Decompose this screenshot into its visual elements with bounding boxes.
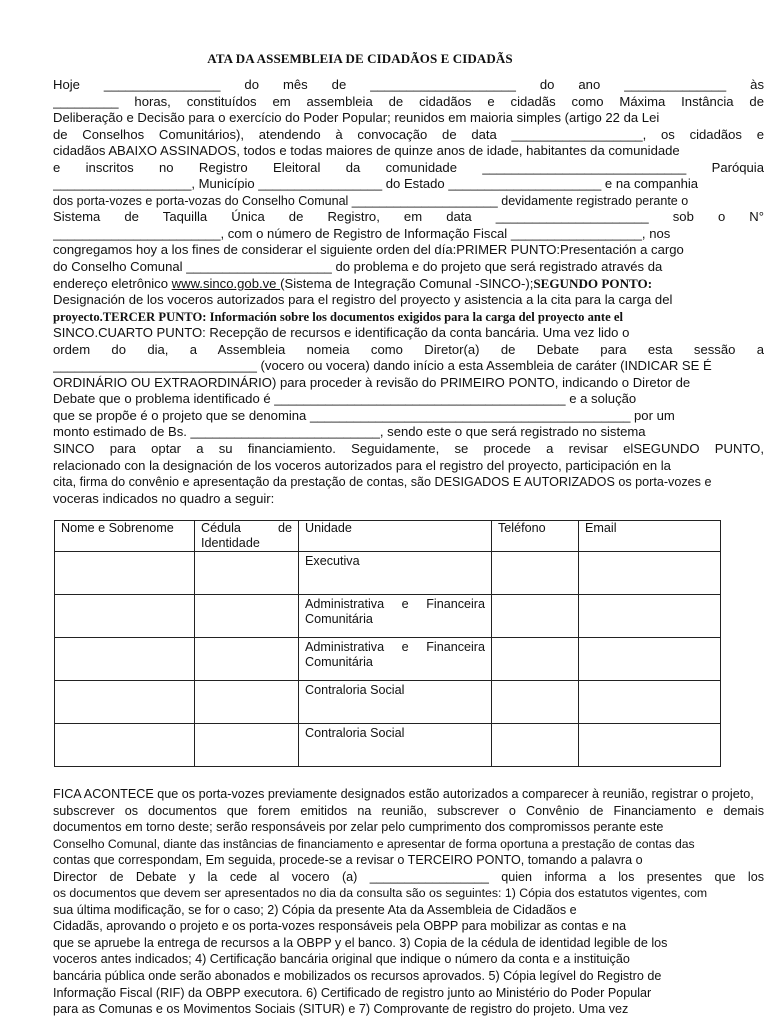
header-unit: Unidade (299, 521, 492, 552)
cell-phone[interactable] (492, 552, 579, 595)
text-line: documentos em torno deste; serão responsáveis por zelar pelo cumprimento dos compromissos perante este (53, 820, 664, 835)
text-line: SINCO.CUARTO PUNTO: Recepção de recursos e identificação da conta bancária. Uma vez lido o (53, 325, 630, 341)
document-title: ATA DA ASSEMBLEIA DE CIDADÃOS E CIDADÃS (207, 51, 513, 66)
cell-name[interactable] (55, 724, 195, 767)
text-line: do Conselho Comunal ____________________ do problema e do projeto que será registrado através da (53, 259, 663, 275)
cell-unit (299, 595, 492, 638)
text-line (53, 276, 764, 293)
text-line: _______________________, com o número de Registro de Informação Fiscal __________________, nos (53, 225, 671, 241)
text-line: relacionado con la designación de los voceros autorizados para el registro del proyecto, participación en la (53, 457, 671, 473)
cell-cedula[interactable] (195, 681, 299, 724)
cell-name[interactable] (55, 681, 195, 724)
cell-cedula[interactable] (195, 724, 299, 767)
cell-name[interactable] (55, 595, 195, 638)
cell-phone[interactable] (492, 724, 579, 767)
text-line: para as Comunas e os Movimentos Sociais (SITUR) e 7) Comprovante de registro do projeto. Uma vez (53, 1002, 629, 1017)
cell-phone[interactable] (492, 595, 579, 638)
table-row (55, 552, 721, 595)
cell-email[interactable] (579, 552, 721, 595)
text-line: voceros antes indicados; 4) Certificação bancária original que indique o número da conta e a instituição (53, 952, 630, 967)
cell-email[interactable] (579, 724, 721, 767)
text-line: bancária pública onde serão abonados e mobilizados os recursos aprovados. 5) Cópia legível do Registro de (53, 969, 662, 984)
text-line: Sistema de Taquilla Única de Registro, em data _____________________ sob o N° (53, 209, 764, 225)
text-line: ___________________, Município _________________ do Estado _____________________ e na companhia (53, 176, 699, 192)
text-line: subscrever os documentos que forem emitidos na reunião, subscrever o Convênio de Financiamento e demais (53, 803, 764, 818)
text-line: cidadãos ABAIXO ASSINADOS, todos e todas maiores de quinze anos de idade, habitantes da comunidade (53, 143, 680, 159)
closing-text (53, 786, 764, 1018)
header-cedula-word: Cédula (201, 521, 241, 535)
cell-unit (299, 681, 492, 724)
text-line: monto estimado de Bs. __________________________, sendo este o que será registrado no sistema (53, 424, 646, 440)
unit-label: Administrativa e Financeira (305, 640, 485, 654)
unit-label: Executiva (305, 554, 360, 568)
text-line: de Conselhos Comunitários), atendendo à convocação de data __________________, os cidadãos e (53, 126, 764, 142)
table-row (55, 681, 721, 724)
text-line: que se propõe é o projeto que se denomina ____________________________________________ por um (53, 407, 675, 423)
cell-email[interactable] (579, 595, 721, 638)
text-line: e inscritos no Registro Eleitoral da comunidade ____________________________ Paróquia (53, 159, 764, 175)
text-line-bold: proyecto.TERCER PUNTO: Información sobre los documentos exigidos para la carga del proyecto ante el (53, 309, 623, 324)
text-line: FICA ACONTECE que os porta-vozes previamente designados estão autorizados a comparecer à reunião, registrar o projeto, (53, 787, 754, 801)
cell-unit (299, 552, 492, 595)
text-line: sua última modificação, se for o caso; 2) Cópia da presente Ata da Assembleia de Cidadãos e (53, 902, 577, 917)
text-line: Debate que o problema identificado é ________________________________________ e a solução (53, 391, 637, 407)
text-line: cita, firma do convênio e apresentação da prestação de contas, são DESIGADOS E AUTORIZADOS os porta-vozes e (53, 475, 712, 490)
text-line: dos porta-vozes e porta-vozas do Conselho Comunal _____________________ devidamente registrado perante o (53, 193, 689, 208)
text-line: que se apruebe la entrega de recursos a la OBPP y el banco. 3) Copia de la cédula de identidad legible de los (53, 935, 668, 950)
text-line: _________ horas, constituídos em assembleia de cidadãos e cidadãs como Máxima Instância de (53, 93, 764, 109)
table-row (55, 724, 721, 767)
assembly-text (53, 77, 764, 507)
cell-unit (299, 638, 492, 681)
unit-label: Administrativa e Financeira (305, 597, 485, 611)
unit-label: Contraloria Social (305, 683, 405, 697)
table-row (55, 638, 721, 681)
header-cedula-identidade: Identidade (201, 536, 260, 550)
text-line: voceras indicados no quadro a seguir: (53, 490, 275, 506)
unit-label-2: Comunitária (305, 655, 373, 669)
table-row (55, 595, 721, 638)
text-line: contas que correspondam, Em seguida, procede-se a revisar o TERCEIRO PONTO, tomando a palavra o (53, 853, 643, 868)
text-line: Director de Debate y la cede al vocero (a) _________________ quien informa a los presentes que los (53, 869, 764, 884)
text-line: ____________________________ (vocero ou vocera) dando início a esta Assembleia de caráter (INDICAR SE É (53, 358, 712, 374)
text-line: os documentos que devem ser apresentados no dia da consulta são os seguintes: 1) Cópia dos estatutos vigentes, com (53, 886, 708, 901)
unit-label: Contraloria Social (305, 726, 405, 740)
heading-segundo-ponto: SEGUNDO PONTO: (533, 275, 653, 291)
cell-phone[interactable] (492, 681, 579, 724)
text-line: Deliberação e Decisão para o exercício do Poder Popular; reunidos em maioria simples (artigo 22 da Lei (53, 110, 660, 126)
text-span: endereço eletrônico (53, 275, 172, 291)
text-line: SINCO para optar a su financiamiento. Seguidamente, se procede a revisar elSEGUNDO PUNTO, (53, 441, 764, 457)
text-line: Conselho Comunal, diante das instâncias de financiamento e apresentar de forma oportuna a prestação de contas das (53, 836, 695, 851)
header-email: Email (579, 521, 721, 552)
text-line: ORDINÁRIO OU EXTRAORDINÁRIO) para proceder à revisão do PRIMEIRO PONTO, indicando o Diretor de (53, 374, 691, 390)
cell-name[interactable] (55, 638, 195, 681)
text-line: Informação Fiscal (RIF) da OBPP executora. 6) Certificado de registro junto ao Ministério do Poder Popular (53, 985, 652, 1000)
cell-name[interactable] (55, 552, 195, 595)
text-line: congregamos hoy a los fines de considerar el siguiente orden del día:PRIMER PUNTO:Presentación a cargo (53, 242, 684, 258)
cell-email[interactable] (579, 681, 721, 724)
text-line: Designación de los voceros autorizados para el registro del proyecto y asistencia a la cita para la carga del (53, 292, 673, 308)
cell-cedula[interactable] (195, 552, 299, 595)
cell-unit (299, 724, 492, 767)
text-line: ordem do dia, a Assembleia nomeia como Diretor(a) de Debate para esta sessão a (53, 341, 764, 357)
unit-label-2: Comunitária (305, 612, 373, 626)
header-name: Nome e Sobrenome (55, 521, 195, 552)
cell-cedula[interactable] (195, 638, 299, 681)
text-line: Cidadãs, aprovando o projeto e os porta-vozes responsáveis pela OBPP para mobilizar as contas e na (53, 919, 627, 934)
cell-phone[interactable] (492, 638, 579, 681)
cell-email[interactable] (579, 638, 721, 681)
cell-cedula[interactable] (195, 595, 299, 638)
header-phone: Teléfono (492, 521, 579, 552)
spokespersons-table (54, 520, 721, 767)
header-cedula-de: de (277, 521, 292, 535)
sinco-link[interactable]: www.sinco.gob.ve (171, 275, 281, 291)
text-span: (Sistema de Integração Comunal -SINCO-); (280, 275, 534, 291)
text-line: Hoje ________________ do mês de ____________________ do ano ______________ às (53, 77, 764, 92)
header-cedula (195, 521, 299, 552)
